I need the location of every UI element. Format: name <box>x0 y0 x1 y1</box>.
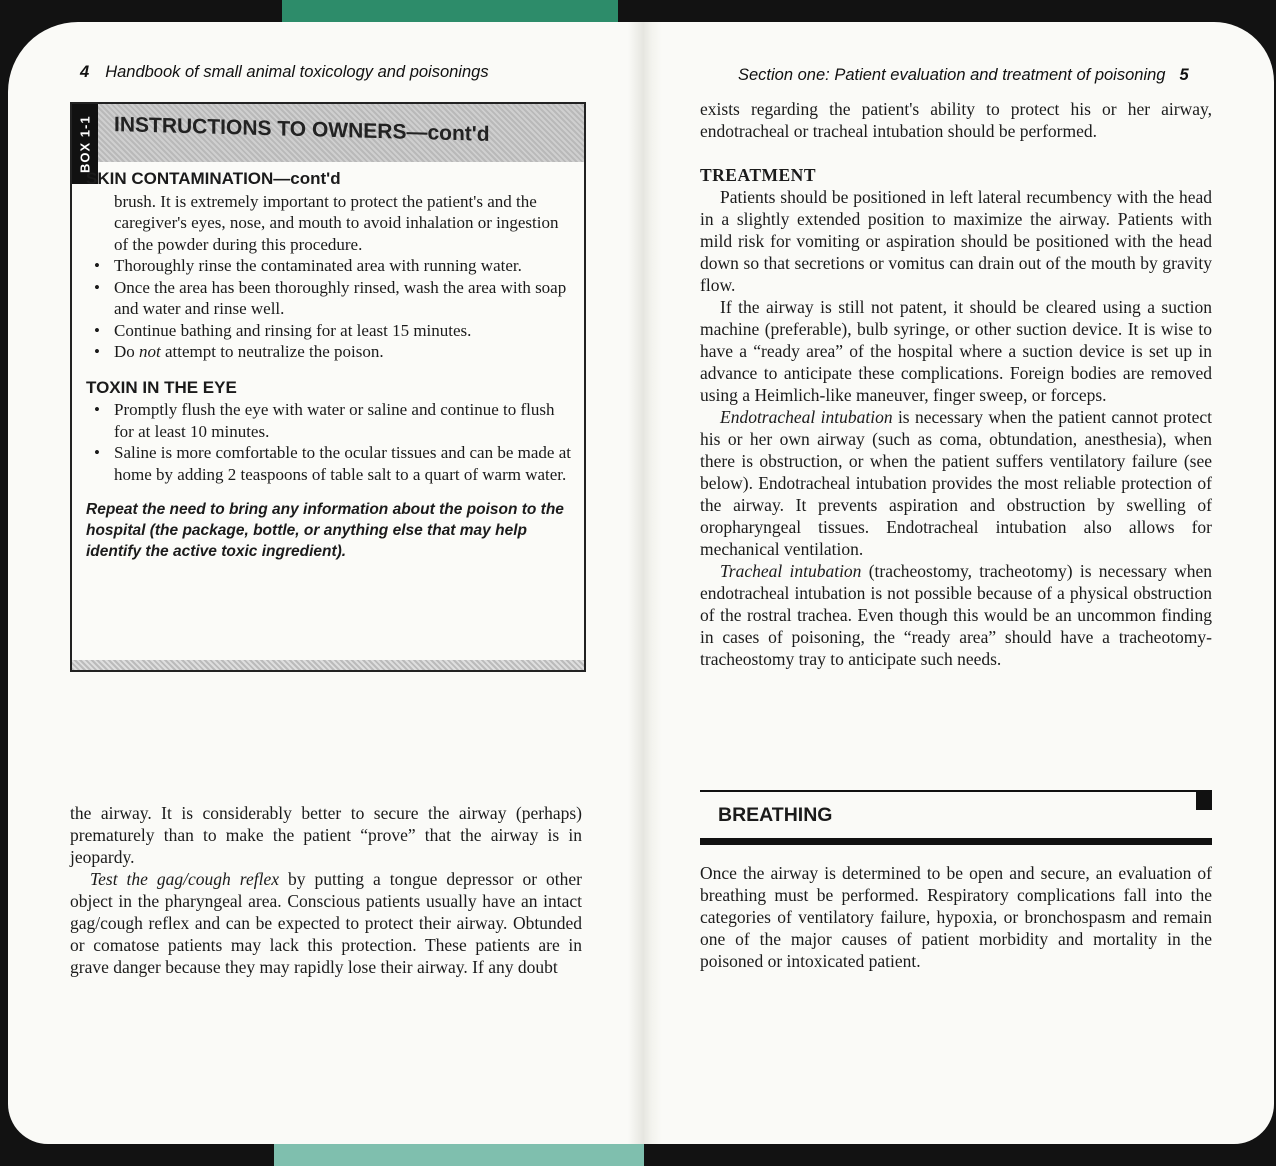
body-paragraph: the airway. It is considerably better to secure the airway (perhaps) prematurely than to make the patient “prove” that the airway is in jeopardy. <box>70 803 582 867</box>
bullet-text-emphasis: not <box>139 342 161 361</box>
toxin-eye-heading: TOXIN IN THE EYE <box>86 377 237 397</box>
emphasis-term: Tracheal intubation <box>720 561 862 581</box>
breathing-top-rule <box>700 790 1212 792</box>
list-item: • Thoroughly rinse the contaminated area with running water. <box>86 255 576 277</box>
body-paragraph <box>700 406 1212 560</box>
body-paragraph: Once the airway is determined to be open and secure, an evaluation of breathing must be performed. Respiratory complications fall into the categories of ventilatory failure, hypoxia, or bronchospasm and remain one of the major causes of patient morbidity and mortality in the poisoned or intoxicated patient. <box>700 863 1212 971</box>
body-paragraph: exists regarding the patient's ability to protect his or her airway, endotracheal or tracheal intubation should be performed. <box>700 99 1212 141</box>
emphasis-term: Endotracheal intubation <box>720 407 893 427</box>
eye-bullet-list <box>86 399 576 485</box>
paragraph-text: (tracheostomy, tracheotomy) is necessary when endotracheal intubation is not possible because of a physical obstruction of the rostral trachea. Even though this would be an uncommon finding in cases of poisoning, the “ready area” should have a tracheotomy-tracheostomy tray to anticipate such needs. <box>700 561 1212 669</box>
skin-bullet-list <box>86 255 576 363</box>
left-page-number: 4 <box>80 63 90 81</box>
left-running-title: Handbook of small animal toxicology and poisonings <box>105 63 489 81</box>
breathing-body-text <box>700 862 1212 972</box>
breathing-marker <box>1196 792 1212 810</box>
box-number-tag: BOX 1-1 <box>72 104 98 184</box>
treatment-heading: TREATMENT <box>700 165 816 185</box>
right-body-text <box>700 98 1212 670</box>
list-item <box>86 341 576 363</box>
skin-intro-text: brush. It is extremely important to protect the patient's and the caregiver's eyes, nose, and mouth to avoid inhalation or ingestion of the powder during this procedure. <box>114 191 559 254</box>
right-page-number: 5 <box>1179 66 1189 84</box>
left-body-text <box>70 802 582 978</box>
box-title: INSTRUCTIONS TO OWNERS—cont'd <box>114 113 490 146</box>
breathing-bottom-rule <box>700 838 1212 845</box>
instructions-box <box>70 102 586 672</box>
list-item: • Continue bathing and rinsing for at least 15 minutes. <box>86 320 576 342</box>
box-footer-bar <box>72 660 584 670</box>
body-paragraph: If the airway is still not patent, it should be cleared using a suction machine (preferable), bulb syringe, or other suction device. It is wise to have a “ready area” of the hospital where a suction device is set up in advance to anticipate these complications. Foreign bodies are removed using a Heimlich-like maneuver, finger sweep, or forceps. <box>700 297 1212 405</box>
body-paragraph: Patients should be positioned in left lateral recumbency with the head in a slightly extended position to maximize the airway. Patients with mild risk for vomiting or aspiration should be positioned with the head down so that secretions or vomitus can drain out of the mouth by gravity flow. <box>700 187 1212 295</box>
right-running-head <box>738 66 1189 85</box>
breathing-heading: BREATHING <box>718 804 833 826</box>
list-item: • Promptly flush the eye with water or saline and continue to flush for at least 10 minutes. <box>86 399 576 442</box>
body-paragraph <box>70 868 582 978</box>
body-paragraph <box>700 560 1212 670</box>
right-running-title: Section one: Patient evaluation and treatment of poisoning <box>738 66 1166 84</box>
box-header <box>72 104 584 162</box>
paragraph-text: is necessary when the patient cannot protect his or her own airway (such as coma, obtundation, anesthesia), when there is obstruction, or when the patient suffers ventilatory failure (see below). Endotracheal intubation provides the most reliable protection of the airway. It prevents aspiration and obstruction by swelling of oropharyngeal tissues. Endotracheal intubation also allows for mechanical ventilation. <box>700 407 1212 559</box>
list-item: • Once the area has been thoroughly rinsed, wash the area with soap and water and rinse well. <box>86 277 576 320</box>
bullet-text-pre: Do <box>114 342 140 361</box>
skin-contamination-heading: SKIN CONTAMINATION—cont'd <box>86 169 341 188</box>
left-running-head <box>80 63 489 82</box>
box-footer-note: Repeat the need to bring any information about the poison to the hospital (the package, bottle, or anything else that may help identify the active toxic ingredient). <box>86 501 564 560</box>
emphasis-term: Test the gag/cough reflex <box>90 869 279 889</box>
book-gutter <box>628 22 662 1144</box>
list-item: • Saline is more comfortable to the ocular tissues and can be made at home by adding 2 teaspoons of table salt to a quart of warm water. <box>86 442 576 485</box>
bullet-text-post: attempt to neutralize the poison. <box>160 342 384 361</box>
box-content <box>86 168 576 562</box>
paragraph-text: by putting a tongue depressor or other object in the pharyngeal area. Conscious patients usually have an intact gag/cough reflex and can be expected to protect their airway. Obtunded or comatose patients may lack this protection. These patients are in grave danger because they may rapidly lose their airway. If any doubt <box>70 869 582 977</box>
